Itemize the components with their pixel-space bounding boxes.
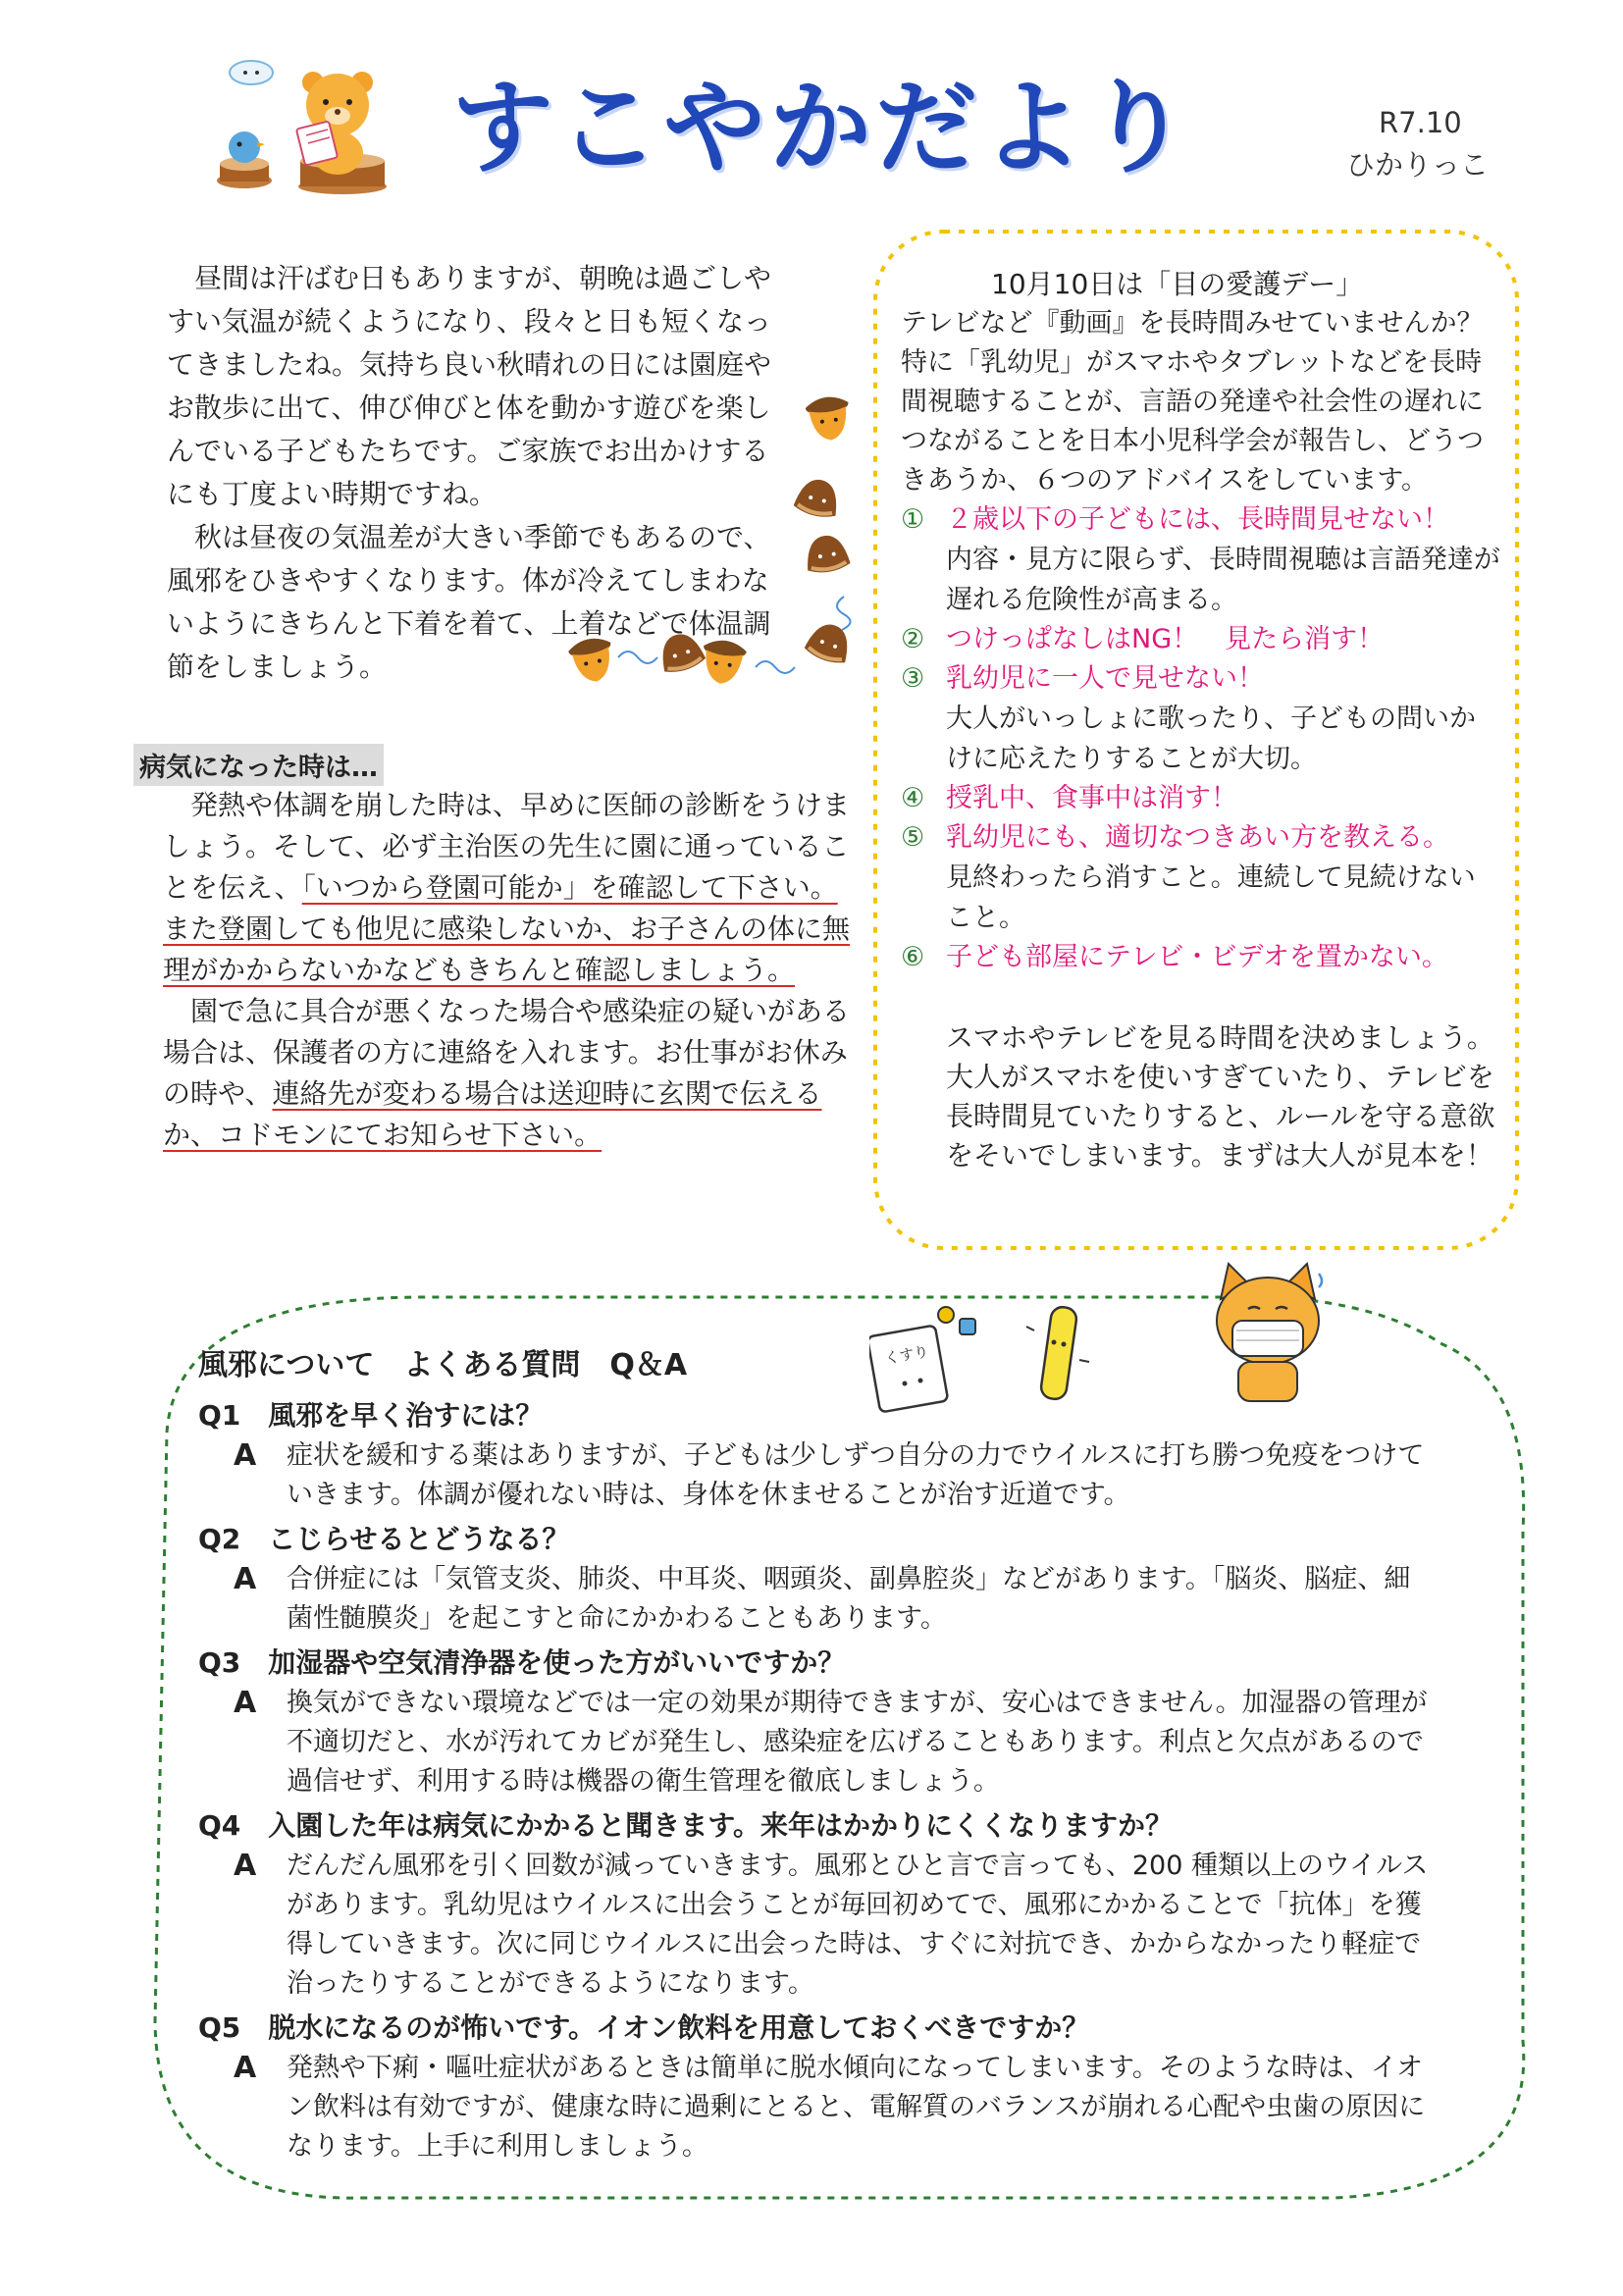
qa-answer: 発熱や下痢・嘔吐症状があるときは簡単に脱水傾向になってしまいます。そのような時は、イオン飲料は有効ですが、健康な時に過剰にとると、電解質のバランスが崩れる心配や虫歯の原因になります。上手に利用しましょう。 <box>287 2053 1426 2162</box>
intro-paragraph-2: 秋は昼夜の気温差が大きい季節でもあるので、風邪をひきやすくなります。体が冷えてしまわないようにきちんと下着を着て、上着などで体温調節をしましょう。 <box>167 521 771 683</box>
advice-number: ④ <box>901 783 925 813</box>
sick-section-heading: 病気になった時は… <box>133 744 384 786</box>
answer-label: A <box>234 2051 257 2085</box>
advice-number: ③ <box>901 663 925 694</box>
answer-label: A <box>234 1562 257 1596</box>
issue-date: R7.10 <box>1379 106 1462 139</box>
acorn-icon <box>805 394 854 444</box>
advice-number: ⑥ <box>901 942 925 972</box>
qa-question: Q2 こじらせるとどうなる？ <box>198 1523 570 1555</box>
qa-question: Q3 加湿器や空気清浄器を使った方がいいですか？ <box>198 1646 846 1679</box>
advice-text: 乳幼児にも、適切なつきあい方を教える。 <box>946 822 1449 853</box>
qa-item <box>198 1519 1435 1639</box>
qa-item <box>198 1643 1435 1801</box>
qa-answer: 症状を緩和する薬はありますが、子どもは少しずつ自分の力でウイルスに打ち勝つ免疫をつけていきます。体調が優れない時は、身体を休ませることが治す近道です。 <box>287 1440 1425 1510</box>
intro-paragraph-1: 昼間は汗ばむ日もありますが、朝晩は過ごしやすい気温が続くようになり、段々と日も短くなってきましたね。気持ち良い秋晴れの日には園庭やお散歩に出て、伸び伸びと体を動かす遊びを楽しんでいる子どもたちです。ご家族でお出かけするにも丁度よい時期ですね。 <box>167 262 772 510</box>
sick-section-text <box>163 785 856 1156</box>
advice-item <box>901 659 1501 779</box>
qa-title: 風邪について よくある質問 Q＆A <box>198 1348 688 1383</box>
eye-day-heading: 10月10日は「目の愛護デー」 <box>991 268 1364 300</box>
organization-name: ひかりっこ <box>1346 148 1490 182</box>
answer-label: A <box>234 1438 257 1473</box>
pill-icon <box>938 1307 975 1334</box>
advice-detail: 見終わったら消すこと。連続して見続けないこと。 <box>946 862 1476 933</box>
sick-text-1a: 発熱や体調を崩した時は、早めに医師の診断をうけましょう。そして、必ず主治医の先生に園に通っていることを伝え、 <box>163 789 851 904</box>
acorn-decoration <box>557 392 881 706</box>
qa-item <box>198 1805 1435 2004</box>
qa-question: Q5 脱水になるのが怖いです。イオン飲料を用意しておくべきですか？ <box>198 2011 1090 2044</box>
qa-question: Q1 風邪を早く治すには？ <box>198 1399 544 1432</box>
sick-text-1b-underlined: 「いつから登園可能か」を確認して下さい。また登園しても他児に感染しないか、お子さんの体に無理がかからないかなどもきちんと確認しましょう。 <box>163 871 851 986</box>
qa-item <box>198 2008 1435 2166</box>
advice-detail: 内容・見方に限らず、長時間視聴は言語発達が遅れる危険性が高まる。 <box>946 545 1500 615</box>
eye-day-intro: テレビなど『動画』を長時間みせていませんか？特に「乳幼児」がスマホやタブレットなどを長時間視聴することが、言語の発達や社会性の遅れにつながることを日本小児科学会が報告し、どうつきあうか、６つのアドバイスをしています。 <box>901 308 1484 496</box>
sick-paragraph-1 <box>163 785 856 991</box>
qa-question: Q4 入園した年は病気にかかると聞きます。来年はかかりにくくなりますか？ <box>198 1809 1174 1842</box>
qa-section <box>198 1340 1435 2170</box>
advice-item <box>901 818 1501 938</box>
qa-item <box>198 1395 1435 1515</box>
chestnut-icon <box>793 475 844 521</box>
eye-day-closing: スマホやテレビを見る時間を決めましょう。大人がスマホを使いすぎていたり、テレビを長時間見ていたりすると、ルールを守る意欲をそいでしまいます。まずは大人が見本を！ <box>946 1021 1495 1172</box>
qa-answer: 合併症には「気管支炎、肺炎、中耳炎、咽頭炎、副鼻腔炎」などがあります。「脳炎、脳症、細菌性髄膜炎」を起こすと命にかかわることもあります。 <box>287 1564 1411 1634</box>
bear-icon <box>296 72 373 175</box>
advice-text: 子ども部屋にテレビ・ビデオを置かない。 <box>946 942 1448 972</box>
sick-text-2a: 園で急に具合が悪くなった場合や感染症の疑いがある場合は、保護者の方に連絡を入れます。お仕事がお休みの時や、 <box>163 995 851 1110</box>
newsletter-title: すこやかだより <box>451 68 1194 187</box>
advice-item <box>901 500 1501 620</box>
bear-mascot-illustration <box>210 51 406 198</box>
advice-item <box>901 779 1501 818</box>
qa-answer: だんだん風邪を引く回数が減っていきます。風邪とひと言で言っても、200 種類以上のウイルスがあります。乳幼児はウイルスに出会うことが毎回初めてで、風邪にかかることで「抗体」を獲得していきます。次に同じウイルスに出会った時は、すぐに対抗でき、かからなかったり軽症で治ったりすることができるようになります。 <box>287 1851 1429 1999</box>
answer-label: A <box>234 1686 257 1720</box>
advice-number: ② <box>901 624 925 654</box>
advice-text: 授乳中、食事中は消す！ <box>946 783 1237 813</box>
advice-text: つけっぱなしはNG！ 見たら消す！ <box>946 624 1385 654</box>
advice-detail: 大人がいっしょに歌ったり、子どもの問いかけに応えたりすることが大切。 <box>946 704 1476 774</box>
sick-text-2b-underlined: 連絡先が変わる場合は送迎時に玄関で伝えるか、コドモンにてお知らせ下さい。 <box>163 1077 822 1151</box>
cloud-icon <box>230 61 273 84</box>
chestnut-icon <box>654 629 707 677</box>
acorn-icon <box>699 638 748 687</box>
advice-number: ⑤ <box>901 822 925 853</box>
sick-paragraph-2 <box>163 991 856 1156</box>
qa-answer: 換気ができない環境などでは一定の効果が期待できますが、安心はできません。加湿器の管理が不適切だと、水が汚れてカビが発生し、感染症を広げることもあります。利点と欠点があるので過信せず、利用する時は機器の衛生管理を徹底しましょう。 <box>287 1688 1428 1797</box>
chestnut-icon <box>803 532 852 575</box>
advice-item <box>901 938 1501 977</box>
advice-text: ２歳以下の子どもには、長時間見せない！ <box>946 504 1449 535</box>
answer-label: A <box>234 1849 257 1883</box>
advice-item <box>901 620 1501 659</box>
advice-text: 乳幼児に一人で見せない！ <box>946 663 1264 694</box>
advice-number: ① <box>901 504 925 535</box>
medicine-bag-label: くすり <box>883 1342 930 1368</box>
eye-day-box <box>901 265 1501 1175</box>
bird-icon <box>229 131 265 163</box>
acorn-icon <box>567 635 618 686</box>
